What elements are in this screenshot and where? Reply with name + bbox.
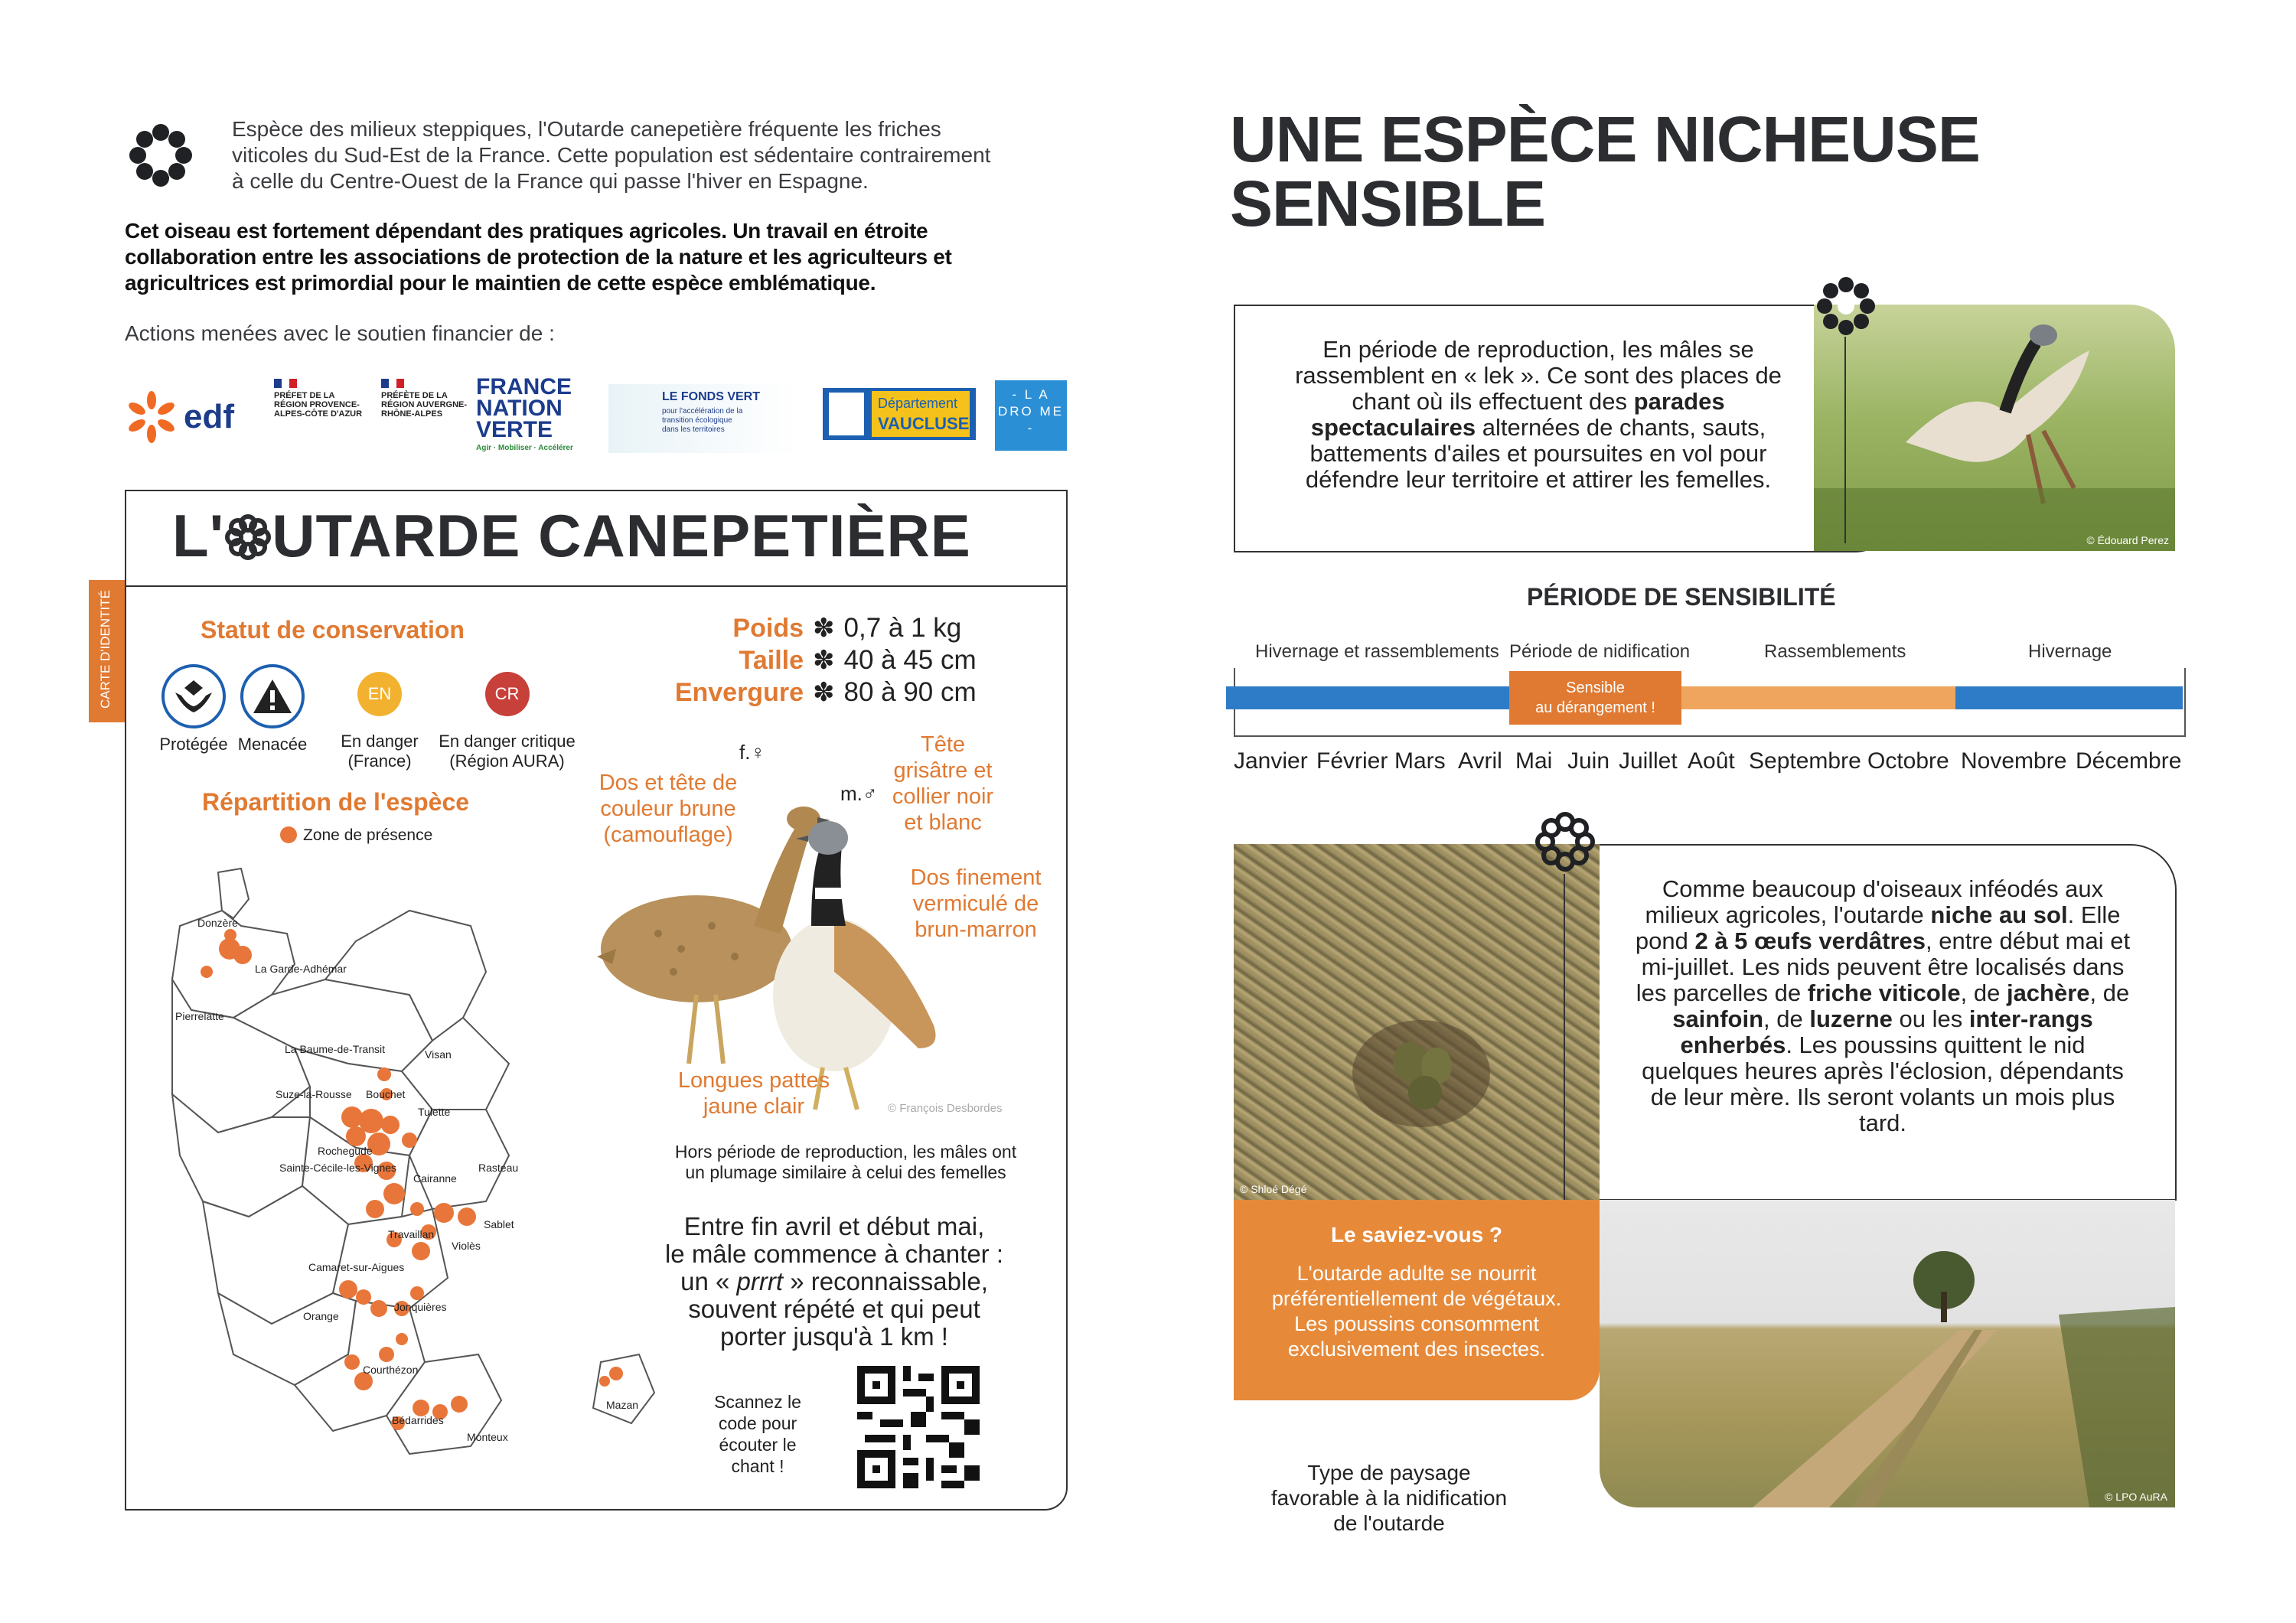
status-menacee: Menacée <box>234 664 311 754</box>
paysage-caption: Type de paysage favorable à la nidification de l'outarde <box>1270 1461 1508 1535</box>
photo-flying-bustard: © Édouard Perez <box>1814 305 2175 551</box>
prefet-paca-logo: PRÉFET DE LA RÉGION PROVENCE-ALPES-CÔTE D'AZUR <box>274 379 366 419</box>
label-male-head: Tête grisâtre et collier noir et blanc <box>892 732 994 835</box>
repro-text: En période de reproduction, les mâles se rassemblent en « lek ». Ce sont des places de chant où ils effectuent des parades spectaculaires alternées de chants, sauts, battements d'ailes et poursuites en vol pour défendre leur territoire et attirer les femelles. <box>1295 336 1782 493</box>
status-protegee: Protégée <box>155 664 232 754</box>
label-legs: Longues pattes jaune clair <box>677 1068 830 1119</box>
repartition-heading: Répartition de l'espèce <box>202 788 470 816</box>
card-title: L' UTARDE CANEPETIÈRE <box>172 502 971 569</box>
drome-logo: - L A DRO ME - <box>995 380 1067 451</box>
qr-code[interactable] <box>857 1366 980 1488</box>
periode-title: PÉRIODE DE SENSIBILITÉ <box>1527 583 1836 611</box>
side-tab: CARTE D'IDENTITÉ <box>89 580 126 722</box>
nest-text: Comme beaucoup d'oiseaux inféodés aux milieux agricoles, l'outarde niche au sol. Elle pond 2 à 5 œufs verdâtres, entre début mai et mi-juillet. Les nids peuvent être localisés dans les parcelles de friche viticole, de jachère, de sainfoin, de luzerne ou les inter-rangs enherbés. Les poussins quittent le nid quelques heures après l'éclosion, dépendants de leur mère. Ils seront volants un mois plus tard. <box>1635 875 2131 1136</box>
dependance-text: Cet oiseau est fortement dépendant des pratiques agricoles. Un travail en étroite collaboration entre les associations de protection de la nature et les agriculteurs et agricultrices est primordial pour le maintien de cette espèce emblématique. <box>125 219 952 295</box>
period-hivernage: Hivernage <box>2028 641 2112 662</box>
status-en: EN En danger (France) <box>334 664 426 771</box>
intro-text: Espèce des milieux steppiques, l'Outarde canepetière fréquente les friches viticoles du Sud-Est de la France. Cette population est sédentaire contrairement à celle du Centre-Ouest de la France qui passe l'hiver en Espagne. <box>232 117 991 193</box>
photo-landscape: © LPO AuRA <box>1600 1200 2175 1507</box>
female-mark: f.♀ <box>739 741 765 764</box>
bar-nidification: Sensible au dérangement ! <box>1509 671 1681 725</box>
saviez-box: Le saviez-vous ? L'outarde adulte se nourrit préférentiellement de végétaux. Les poussins consomment exclusivement des insectes. <box>1234 1200 1600 1400</box>
flower-stem <box>1844 337 1846 543</box>
prefet-aura-logo: PRÉFÈTE DE LA RÉGION AUVERGNE-RHÔNE-ALPES <box>381 379 473 419</box>
male-mark: m.♂ <box>840 782 878 805</box>
edf-icon <box>125 390 178 444</box>
title-divider <box>125 585 1066 587</box>
scan-text: Scannez le code pour écouter le chant ! <box>714 1392 801 1476</box>
flower-icon <box>124 119 197 192</box>
period-nidification: Période de nidification <box>1509 641 1691 662</box>
actions-text: Actions menées avec le soutien financier de : <box>125 321 555 345</box>
bar-rassemblements <box>1681 686 1955 709</box>
warning-icon <box>240 664 305 728</box>
vaucluse-logo: Département VAUCLUSE <box>823 388 976 440</box>
metrics: Poids ✽ 0,7 à 1 kg Taille ✽ 40 à 45 cm Envergure ✽ 80 à 90 cm <box>674 613 977 707</box>
label-female: Dos et tête de couleur brune (camouflage) <box>598 771 738 847</box>
bar-hivernage-2 <box>1955 686 2183 709</box>
flower-icon <box>224 513 272 561</box>
status-cr: CR En danger critique (Région AURA) <box>432 664 582 771</box>
flower-icon <box>1812 272 1880 341</box>
right-title: UNE ESPÈCE NICHEUSE SENSIBLE <box>1230 103 1980 240</box>
statut-heading: Statut de conservation <box>201 616 465 644</box>
shield-hands-icon <box>161 664 226 728</box>
legend: Zone de présence <box>280 826 432 845</box>
period-rassemblements: Rassemblements <box>1764 641 1906 662</box>
france-nation-verte-logo: FRANCE NATION VERTE Agir · Mobiliser · Accélérer <box>476 374 573 452</box>
legend-dot <box>280 826 297 843</box>
edf-logo: edf <box>184 398 234 435</box>
flower-stem <box>1564 874 1565 1203</box>
chant-text: Entre fin avril et début mai, le mâle commence à chanter : un « prrrt » reconnaissable, souvent répété et qui peut porter jusqu'à 1 km ! <box>664 1212 1004 1351</box>
credit-birds: © François Desbordes <box>888 1102 1003 1115</box>
bar-hivernage-1 <box>1226 686 1509 709</box>
plumage-note: Hors période de reproduction, les mâles ont un plumage similaire à celui des femelles <box>674 1142 1017 1182</box>
flower-icon <box>1531 807 1600 876</box>
fonds-vert-logo: LE FONDS VERT pour l'accélération de la transition écologique dans les territoires <box>608 384 800 453</box>
label-male-back: Dos finement vermiculé de brun-marron <box>910 865 1042 942</box>
period-hivernage-rassemblements: Hivernage et rassemblements <box>1255 641 1499 662</box>
photo-nest: © Shloé Dégé <box>1234 844 1600 1200</box>
